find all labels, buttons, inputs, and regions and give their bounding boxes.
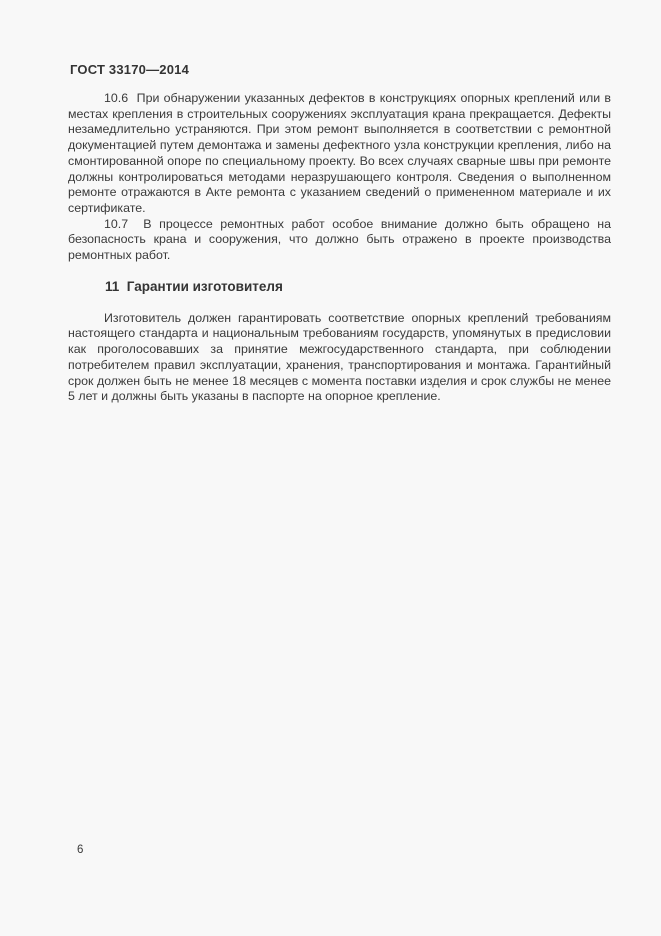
clause-10-7-paragraph: 10.7 В процессе ремонтных работ особое внимание должно быть обращено на безопасность крана и сооружения, что должно быть отражено в проекте производства ремонтных работ. [68,216,611,263]
page-number: 6 [77,844,84,856]
page-content [68,91,611,405]
clause-10-6-paragraph: 10.6 При обнаружении указанных дефектов в конструкциях опорных креплений или в местах крепления в строительных сооружениях эксплуатация крана прекращается. Дефекты незамедлительно устраняются. При этом ремонт выполняется в соответствии с ремонтной документацией путем демонтажа и замены дефектного узла конструкции крепления, либо на смонтированной опоре по специальному проекту. Во всех случаях сварные швы при ремонте должны контролироваться методами неразрушающего контроля. Сведения о выполненном ремонте отражаются в Акте ремонта с указанием сведений о примененном материале и их сертификате. [68,91,611,215]
section-11-paragraph: Изготовитель должен гарантировать соответствие опорных креплений требованиям настоящего стандарта и национальным требованиям государств, упомянутых в предисловии как проголосовавших за принятие межгосударственного стандарта, при соблюдении потребителем правил эксплуатации, хранения, транспортирования и монтажа. Гарантийный срок должен быть не менее 18 месяцев с момента поставки изделия и срок службы не менее 5 лет и должны быть указаны в паспорте на опорное крепление. [68,310,611,404]
running-header: ГОСТ 33170—2014 [70,62,189,77]
section-11-heading: 11 Гарантии изготовителя [105,278,283,294]
